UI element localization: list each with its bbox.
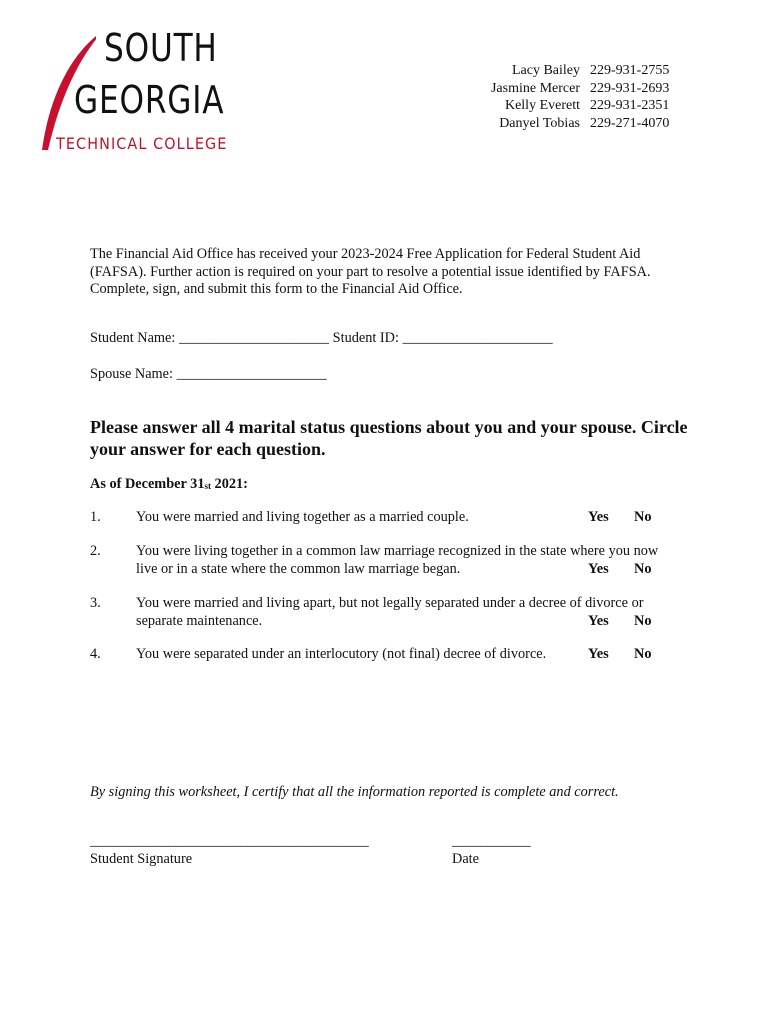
yes-option[interactable]: Yes bbox=[588, 509, 609, 525]
logo-text-college: TECHNICAL COLLEGE bbox=[56, 134, 228, 153]
logo-text-south: SOUTH bbox=[104, 26, 218, 70]
contact-row bbox=[440, 62, 680, 80]
yes-option[interactable]: Yes bbox=[588, 560, 609, 577]
student-id-label: Student ID: bbox=[332, 330, 399, 346]
question-item bbox=[90, 509, 675, 527]
college-logo bbox=[36, 26, 226, 156]
question-item bbox=[90, 543, 675, 579]
question-text: You were living together in a common law marriage recognized in the state where you now live or in a state where the common law marriage began. bbox=[136, 543, 659, 577]
yes-option[interactable]: Yes bbox=[588, 646, 609, 662]
contact-list bbox=[440, 62, 680, 132]
as-of-date bbox=[90, 476, 248, 496]
question-number: 1. bbox=[90, 509, 101, 525]
question-text: You were married and living apart, but not legally separated under a decree of divorce or separate maintenance. bbox=[136, 595, 644, 629]
contact-phone: 229-931-2351 bbox=[590, 98, 670, 113]
instructions-heading: Please answer all 4 marital status questions about you and your spouse. Circle your answer for each question. bbox=[90, 417, 688, 459]
contact-row bbox=[440, 80, 680, 98]
question-number: 2. bbox=[90, 543, 101, 559]
as-of-suffix: 2021: bbox=[210, 476, 248, 492]
question-item bbox=[90, 595, 675, 631]
logo-text-georgia: GEORGIA bbox=[74, 78, 225, 122]
contact-row bbox=[440, 115, 680, 133]
signature-label: Student Signature bbox=[90, 851, 193, 867]
question-number: 4. bbox=[90, 646, 101, 662]
no-option[interactable]: No bbox=[634, 646, 652, 662]
spouse-info-line bbox=[90, 366, 327, 384]
student-id-field[interactable]: _____________________ bbox=[402, 330, 553, 346]
certification-statement: By signing this worksheet, I certify that all the information reported is complete and correct. bbox=[90, 784, 619, 800]
contact-row bbox=[440, 97, 680, 115]
contact-name: Jasmine Mercer bbox=[490, 80, 580, 96]
contact-phone: 229-931-2755 bbox=[590, 63, 670, 78]
contact-phone: 229-931-2693 bbox=[590, 80, 670, 96]
student-name-field[interactable]: _____________________ bbox=[178, 330, 330, 346]
spouse-name-label: Spouse Name: bbox=[90, 366, 173, 382]
signature-field[interactable]: _______________________________________ bbox=[90, 833, 369, 849]
as-of-sup: st bbox=[204, 481, 211, 491]
date-label: Date bbox=[452, 851, 479, 867]
question-text: You were married and living together as a married couple. bbox=[136, 509, 469, 525]
contact-name: Danyel Tobias bbox=[499, 115, 580, 131]
student-info-line bbox=[90, 330, 553, 348]
yes-option[interactable]: Yes bbox=[588, 612, 609, 629]
contact-name: Kelly Everett bbox=[504, 98, 580, 113]
intro-paragraph: The Financial Aid Office has received your 2023-2024 Free Application for Federal Student Aid (FAFSA). Further action is required on your part to resolve a potential issue identified by FAFSA. Complete, sign, and submit this form to the Financial Aid Office. bbox=[90, 246, 651, 297]
student-name-label: Student Name: bbox=[90, 330, 176, 346]
question-text: You were separated under an interlocutory (not final) decree of divorce. bbox=[136, 646, 547, 662]
contact-name: Lacy Bailey bbox=[511, 63, 580, 78]
no-option[interactable]: No bbox=[634, 509, 652, 525]
date-field[interactable]: ___________ bbox=[452, 833, 531, 849]
contact-phone: 229-271-4070 bbox=[590, 115, 670, 131]
question-item bbox=[90, 646, 675, 664]
no-option[interactable]: No bbox=[634, 560, 652, 577]
no-option[interactable]: No bbox=[634, 612, 652, 629]
spouse-name-field[interactable]: _____________________ bbox=[176, 366, 327, 382]
question-number: 3. bbox=[90, 595, 101, 611]
as-of-prefix: As of December 31 bbox=[90, 476, 205, 492]
